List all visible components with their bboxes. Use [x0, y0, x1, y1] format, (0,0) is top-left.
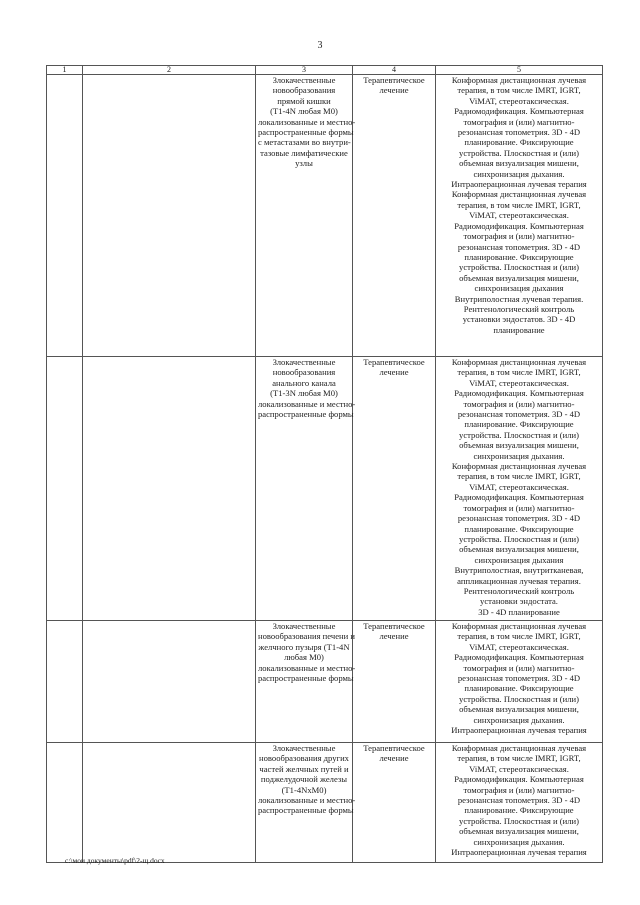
method-cell-line: ViMAT, стереотаксическая. — [469, 641, 569, 652]
diagnosis-cell-line: поджелудочной железы — [260, 774, 348, 785]
method-cell-line: Конформная дистанционная лучевая — [451, 75, 587, 85]
method-cell-line: резонансная топометрия. 3D - 4D — [457, 409, 581, 420]
treatment-cell-line: лечение — [379, 85, 409, 96]
method-cell-line: Конформная дистанционная лучевая — [451, 743, 587, 753]
method-cell-line: Конформная дистанционная лучевая — [451, 357, 587, 367]
document-table — [46, 65, 603, 863]
method-cell-line: Конформная дистанционная лучевая — [451, 461, 587, 472]
diagnosis-cell-line: Злокачественные — [272, 743, 336, 753]
method-cell-line: Интраоперационная лучевая терапия — [451, 725, 587, 736]
diagnosis-cell-line: желчного пузыря (T1-4N — [258, 641, 350, 652]
method-cell-line: ViMAT, стереотаксическая. — [469, 763, 569, 774]
method-cell-line: объемная визуализация мишени, — [459, 544, 579, 555]
method-cell-line: ViMAT, стереотаксическая. — [469, 377, 569, 388]
file-path-footer: c:\мои документы\pdf\2-щ.docx — [65, 856, 165, 865]
treatment-cell-line: Терапевтическое — [363, 743, 425, 753]
method-cell-line: устройства. Плоскостная и (или) — [459, 815, 579, 826]
treatment-cell-line: Терапевтическое — [363, 357, 425, 367]
method-cell — [436, 621, 603, 743]
diagnosis-cell-line: новообразования печени и — [258, 631, 355, 642]
treatment-cell — [353, 621, 436, 743]
diagnosis-cell — [256, 743, 356, 863]
method-cell — [436, 75, 603, 357]
method-cell-line: Внутриполостная, внутритканевая, — [454, 565, 584, 576]
table-header-row — [47, 66, 603, 75]
method-cell-line: устройства. Плоскостная и (или) — [459, 147, 579, 158]
method-cell-line: установки эндостатов. 3D - 4D — [462, 314, 576, 325]
method-cell-line: объемная визуализация мишени, — [459, 826, 579, 837]
col-1-cell — [47, 357, 83, 621]
diagnosis-cell-line: (T1-4NxM0) — [281, 784, 327, 795]
diagnosis-cell-line: распространенные формы — [258, 409, 354, 420]
treatment-cell-line: Терапевтическое — [363, 621, 425, 631]
table-row — [47, 621, 603, 743]
method-cell-line: объемная визуализация мишени, — [459, 704, 579, 715]
method-cell-line: устройства. Плоскостная и (или) — [459, 533, 579, 544]
col-2-cell — [83, 743, 256, 863]
method-cell-line: планирование. Фиксирующие — [464, 251, 574, 262]
diagnosis-cell-line: локализованные и местно- — [258, 662, 356, 673]
diagnosis-cell-line: (T1-4N любая M0) — [270, 106, 338, 117]
header-cell: 2 — [83, 66, 256, 75]
header-cell: 4 — [353, 66, 436, 75]
method-cell-line: ViMAT, стереотаксическая. — [469, 481, 569, 492]
diagnosis-cell-line: анального канала — [272, 377, 336, 388]
diagnosis-cell-line: узлы — [295, 158, 313, 169]
method-cell-line: планирование — [493, 324, 545, 335]
header-cell: 5 — [436, 66, 603, 75]
method-cell-line: Интраоперационная лучевая терапия — [451, 179, 587, 190]
col-1-cell — [47, 621, 83, 743]
method-cell-line: резонансная топометрия. 3D - 4D — [457, 795, 581, 806]
method-cell-line: резонансная топометрия. 3D - 4D — [457, 673, 581, 684]
method-cell-line: томография и (или) магнитно- — [463, 231, 575, 242]
method-cell-line: планирование. Фиксирующие — [464, 523, 574, 534]
method-cell-line: терапия, в том числе IMRT, IGRT, — [457, 753, 581, 764]
method-cell-line: синхронизация дыхания — [474, 554, 564, 565]
diagnosis-cell-line: Злокачественные — [272, 621, 336, 631]
diagnosis-cell-line: распространенные формы — [258, 673, 354, 684]
page-number: 3 — [317, 40, 323, 51]
method-cell-line: терапия, в том числе IMRT, IGRT, — [457, 367, 581, 378]
method-cell-line: Рентгенологический контроль — [463, 585, 575, 596]
col-1-cell — [47, 75, 83, 357]
diagnosis-cell-line: распространенные формы — [258, 805, 354, 816]
method-cell-line: томография и (или) магнитно- — [463, 784, 575, 795]
method-cell-line: устройства. Плоскостная и (или) — [459, 429, 579, 440]
method-cell-line: объемная визуализация мишени, — [459, 440, 579, 451]
method-cell-line: резонансная топометрия. 3D - 4D — [457, 513, 581, 524]
method-cell-line: устройства. Плоскостная и (или) — [459, 693, 579, 704]
table-row — [47, 743, 603, 863]
method-cell-line: планирование. Фиксирующие — [464, 137, 574, 148]
method-cell-line: Радиомодификация. Компьютерная — [454, 106, 584, 117]
header-cell: 1 — [47, 66, 83, 75]
method-cell-line: ViMAT, стереотаксическая. — [469, 210, 569, 221]
method-cell-line: синхронизация дыхания — [474, 283, 564, 294]
method-cell-line: томография и (или) магнитно- — [463, 662, 575, 673]
treatment-cell-line: Терапевтическое — [363, 75, 425, 85]
diagnosis-cell-line: новообразования — [272, 367, 336, 378]
method-cell-line: Конформная дистанционная лучевая — [451, 621, 587, 631]
method-cell-line: Интраоперационная лучевая терапия — [451, 847, 587, 858]
diagnosis-cell — [256, 75, 356, 357]
method-cell-line: Конформная дистанционная лучевая — [451, 189, 587, 200]
treatment-cell-line: лечение — [379, 631, 409, 642]
table-row — [47, 357, 603, 621]
diagnosis-cell-line: тазовые лимфатические — [260, 147, 348, 158]
diagnosis-cell-line: локализованные и местно- — [258, 116, 356, 127]
method-cell-line: аппликационная лучевая терапия. — [457, 575, 581, 586]
diagnosis-cell-line: с метастазами во внутри- — [258, 137, 351, 148]
col-1-cell — [47, 743, 83, 863]
method-cell-line: планирование. Фиксирующие — [464, 683, 574, 694]
method-cell-line: Рентгенологический контроль — [463, 303, 575, 314]
method-cell-line: планирование. Фиксирующие — [464, 805, 574, 816]
col-2-cell — [83, 75, 256, 357]
diagnosis-cell-line: локализованные и местно- — [258, 795, 356, 806]
diagnosis-cell-line: новообразования других — [259, 753, 349, 764]
method-cell-line: планирование. Фиксирующие — [464, 419, 574, 430]
diagnosis-cell-line: (T1-3N любая M0) — [270, 388, 338, 399]
diagnosis-cell — [256, 357, 356, 621]
method-cell-line: установки эндостата. — [480, 596, 558, 607]
diagnosis-cell-line: новообразования — [272, 85, 336, 96]
diagnosis-cell-line: любая M0) — [284, 652, 324, 663]
treatment-cell-line: лечение — [379, 367, 409, 378]
method-cell-line: терапия, в том числе IMRT, IGRT, — [457, 199, 581, 210]
method-cell-line: синхронизация дыхания. — [473, 168, 565, 179]
treatment-cell — [353, 743, 436, 863]
method-cell-line: томография и (или) магнитно- — [463, 502, 575, 513]
method-cell-line: синхронизация дыхания. — [473, 450, 565, 461]
method-cell-line: Радиомодификация. Компьютерная — [454, 652, 584, 663]
method-cell — [436, 357, 603, 621]
treatment-cell-line: лечение — [379, 753, 409, 764]
method-cell-line: томография и (или) магнитно- — [463, 116, 575, 127]
method-cell-line: терапия, в том числе IMRT, IGRT, — [457, 631, 581, 642]
method-cell-line: 3D - 4D планирование — [478, 606, 560, 617]
diagnosis-cell-line: локализованные и местно- — [258, 398, 356, 409]
method-cell-line: синхронизация дыхания. — [473, 836, 565, 847]
diagnosis-cell-line: распространенные формы — [258, 127, 354, 138]
diagnosis-cell-line: Злокачественные — [272, 75, 336, 85]
method-cell-line: терапия, в том числе IMRT, IGRT, — [457, 85, 581, 96]
method-cell-line: Радиомодификация. Компьютерная — [454, 388, 584, 399]
col-2-cell — [83, 357, 256, 621]
method-cell-line: устройства. Плоскостная и (или) — [459, 262, 579, 273]
method-cell-line: резонансная топометрия. 3D - 4D — [457, 127, 581, 138]
method-cell-line: синхронизация дыхания. — [473, 714, 565, 725]
method-cell-line: Радиомодификация. Компьютерная — [454, 492, 584, 503]
method-cell-line: Радиомодификация. Компьютерная — [454, 774, 584, 785]
header-cell: 3 — [256, 66, 353, 75]
diagnosis-cell — [256, 621, 356, 743]
method-cell-line: объемная визуализация мишени, — [459, 158, 579, 169]
diagnosis-cell-line: прямой кишки — [277, 95, 331, 106]
diagnosis-cell-line: частей желчных путей и — [259, 763, 349, 774]
method-cell-line: Радиомодификация. Компьютерная — [454, 220, 584, 231]
diagnosis-cell-line: Злокачественные — [272, 357, 336, 367]
method-cell-line: томография и (или) магнитно- — [463, 398, 575, 409]
method-cell — [436, 743, 603, 863]
method-cell-line: резонансная топометрия. 3D - 4D — [457, 241, 581, 252]
treatment-cell — [353, 75, 436, 357]
col-2-cell — [83, 621, 256, 743]
method-cell-line: Внутриполостная лучевая терапия. — [454, 293, 584, 304]
method-cell-line: ViMAT, стереотаксическая. — [469, 95, 569, 106]
method-cell-line: терапия, в том числе IMRT, IGRT, — [457, 471, 581, 482]
treatment-cell — [353, 357, 436, 621]
table-row — [47, 75, 603, 357]
method-cell-line: объемная визуализация мишени, — [459, 272, 579, 283]
